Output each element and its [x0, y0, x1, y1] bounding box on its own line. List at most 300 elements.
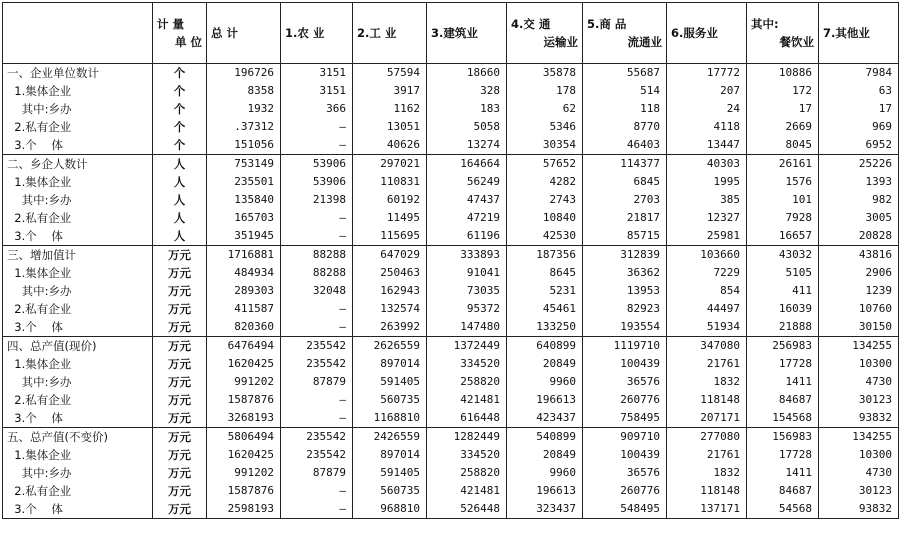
- table-cell: 156983: [747, 428, 819, 447]
- column-header-1: [153, 3, 207, 64]
- table-cell: 183: [427, 100, 507, 118]
- table-cell: 2703: [583, 191, 667, 209]
- table-cell: 51934: [667, 318, 747, 337]
- table-cell: 47219: [427, 209, 507, 227]
- table-body: [3, 64, 899, 519]
- table-row: [3, 446, 899, 464]
- row-label: 其中:乡办: [3, 191, 153, 209]
- table-row: [3, 155, 899, 174]
- column-header-line2: 运输业: [543, 35, 578, 49]
- table-cell: 235501: [207, 173, 281, 191]
- column-header-line2: 餐饮业: [779, 35, 814, 49]
- table-cell: 8045: [747, 136, 819, 155]
- table-row: [3, 464, 899, 482]
- table-cell: 95372: [427, 300, 507, 318]
- table-cell: 235542: [281, 355, 353, 373]
- table-cell: 30150: [819, 318, 899, 337]
- row-unit: 人: [153, 227, 207, 246]
- table-cell: 3005: [819, 209, 899, 227]
- table-cell: 411587: [207, 300, 281, 318]
- table-cell: 63: [819, 82, 899, 100]
- table-cell: 820360: [207, 318, 281, 337]
- table-row: [3, 355, 899, 373]
- table-cell: 87879: [281, 464, 353, 482]
- table-cell: 1119710: [583, 337, 667, 356]
- row-label: 二、乡企人数计: [3, 155, 153, 174]
- table-cell: 61196: [427, 227, 507, 246]
- table-cell: 118148: [667, 391, 747, 409]
- table-row: [3, 209, 899, 227]
- table-cell: 45461: [507, 300, 583, 318]
- row-label: 其中:乡办: [3, 373, 153, 391]
- table-cell: 258820: [427, 373, 507, 391]
- table-cell: 1620425: [207, 355, 281, 373]
- row-unit: 万元: [153, 482, 207, 500]
- table-cell: 25981: [667, 227, 747, 246]
- row-label: 1.集体企业: [3, 173, 153, 191]
- table-cell: 640899: [507, 337, 583, 356]
- table-cell: 36576: [583, 464, 667, 482]
- column-header-0: [3, 3, 153, 64]
- table-cell: 62: [507, 100, 583, 118]
- row-unit: 个: [153, 118, 207, 136]
- table-cell: 57594: [353, 64, 427, 83]
- table-cell: 13051: [353, 118, 427, 136]
- column-header-line1: 1.农 业: [285, 26, 325, 40]
- table-cell: 54568: [747, 500, 819, 519]
- row-label: 其中:乡办: [3, 100, 153, 118]
- table-cell: 10300: [819, 355, 899, 373]
- table-cell: 21888: [747, 318, 819, 337]
- table-cell: 93832: [819, 500, 899, 519]
- table-cell: 56249: [427, 173, 507, 191]
- table-cell: 334520: [427, 355, 507, 373]
- table-cell: 13447: [667, 136, 747, 155]
- table-cell: 1576: [747, 173, 819, 191]
- table-cell: 421481: [427, 482, 507, 500]
- table-cell: 103660: [667, 246, 747, 265]
- table-cell: 4118: [667, 118, 747, 136]
- table-cell: 172: [747, 82, 819, 100]
- table-cell: 411: [747, 282, 819, 300]
- table-cell: 6476494: [207, 337, 281, 356]
- row-unit: 万元: [153, 300, 207, 318]
- table-cell: —: [281, 482, 353, 500]
- table-cell: 423437: [507, 409, 583, 428]
- table-cell: 560735: [353, 391, 427, 409]
- table-cell: 43816: [819, 246, 899, 265]
- row-label: 1.集体企业: [3, 264, 153, 282]
- table-cell: 118148: [667, 482, 747, 500]
- table-row: [3, 100, 899, 118]
- table-row: [3, 373, 899, 391]
- table-cell: 18660: [427, 64, 507, 83]
- table-cell: 88288: [281, 246, 353, 265]
- column-header-line1: 总 计: [211, 26, 239, 40]
- column-header-10: [819, 3, 899, 64]
- table-cell: 35878: [507, 64, 583, 83]
- table-cell: 12327: [667, 209, 747, 227]
- table-row: [3, 282, 899, 300]
- table-cell: 854: [667, 282, 747, 300]
- table-cell: 235542: [281, 337, 353, 356]
- table-cell: 250463: [353, 264, 427, 282]
- row-unit: 万元: [153, 246, 207, 265]
- table-cell: 187356: [507, 246, 583, 265]
- row-label: 其中:乡办: [3, 282, 153, 300]
- table-cell: 137171: [667, 500, 747, 519]
- column-header-2: [207, 3, 281, 64]
- column-header-5: [427, 3, 507, 64]
- table-cell: 26161: [747, 155, 819, 174]
- table-cell: 297021: [353, 155, 427, 174]
- row-unit: 万元: [153, 446, 207, 464]
- table-cell: 909710: [583, 428, 667, 447]
- table-cell: 17728: [747, 446, 819, 464]
- table-cell: 421481: [427, 391, 507, 409]
- table-cell: 147480: [427, 318, 507, 337]
- table-cell: 1995: [667, 173, 747, 191]
- table-cell: —: [281, 318, 353, 337]
- table-row: [3, 173, 899, 191]
- table-cell: 334520: [427, 446, 507, 464]
- row-unit: 万元: [153, 373, 207, 391]
- column-header-7: [583, 3, 667, 64]
- table-cell: 10760: [819, 300, 899, 318]
- table-cell: 40626: [353, 136, 427, 155]
- table-row: [3, 300, 899, 318]
- table-cell: 73035: [427, 282, 507, 300]
- column-header-9: [747, 3, 819, 64]
- table-cell: 5806494: [207, 428, 281, 447]
- table-cell: 6845: [583, 173, 667, 191]
- row-unit: 万元: [153, 318, 207, 337]
- table-cell: 2626559: [353, 337, 427, 356]
- table-row: [3, 500, 899, 519]
- row-unit: 万元: [153, 500, 207, 519]
- table-cell: 328: [427, 82, 507, 100]
- table-row: [3, 318, 899, 337]
- table-row: [3, 227, 899, 246]
- table-row: [3, 337, 899, 356]
- table-cell: 526448: [427, 500, 507, 519]
- table-cell: 385: [667, 191, 747, 209]
- table-cell: 484934: [207, 264, 281, 282]
- column-header-line1: 5.商 品: [587, 17, 627, 31]
- column-header-line1: 计 量: [157, 17, 185, 31]
- table-cell: 53906: [281, 173, 353, 191]
- table-cell: 196726: [207, 64, 281, 83]
- table-cell: 20849: [507, 355, 583, 373]
- table-cell: 548495: [583, 500, 667, 519]
- table-cell: —: [281, 391, 353, 409]
- table-cell: 207: [667, 82, 747, 100]
- table-cell: 165703: [207, 209, 281, 227]
- table-cell: 57652: [507, 155, 583, 174]
- table-cell: 235542: [281, 446, 353, 464]
- column-header-line2: 单 位: [174, 35, 202, 49]
- table-cell: 17: [819, 100, 899, 118]
- table-cell: 3151: [281, 64, 353, 83]
- table-cell: 1587876: [207, 391, 281, 409]
- table-cell: 10300: [819, 446, 899, 464]
- row-unit: 万元: [153, 428, 207, 447]
- table-cell: 85715: [583, 227, 667, 246]
- table-cell: 115695: [353, 227, 427, 246]
- column-header-6: [507, 3, 583, 64]
- row-label: 2.私有企业: [3, 209, 153, 227]
- table-cell: 196613: [507, 391, 583, 409]
- table-cell: 5346: [507, 118, 583, 136]
- column-header-4: [353, 3, 427, 64]
- column-header-3: [281, 3, 353, 64]
- table-cell: 591405: [353, 464, 427, 482]
- table-cell: 43032: [747, 246, 819, 265]
- table-cell: 100439: [583, 355, 667, 373]
- row-label: 1.集体企业: [3, 355, 153, 373]
- table-row: [3, 264, 899, 282]
- table-cell: 8770: [583, 118, 667, 136]
- row-label: 3.个 体: [3, 409, 153, 428]
- enterprise-statistics-table: [2, 2, 899, 519]
- table-cell: 21817: [583, 209, 667, 227]
- table-cell: 100439: [583, 446, 667, 464]
- table-cell: 3151: [281, 82, 353, 100]
- table-cell: —: [281, 118, 353, 136]
- table-cell: 1239: [819, 282, 899, 300]
- table-cell: 60192: [353, 191, 427, 209]
- column-header-line1: 6.服务业: [671, 26, 718, 40]
- table-row: [3, 136, 899, 155]
- table-cell: —: [281, 209, 353, 227]
- table-cell: 5105: [747, 264, 819, 282]
- table-cell: 46403: [583, 136, 667, 155]
- table-cell: 312839: [583, 246, 667, 265]
- row-unit: 万元: [153, 264, 207, 282]
- table-cell: 2906: [819, 264, 899, 282]
- column-header-line1: 4.交 通: [511, 17, 551, 31]
- row-label: 2.私有企业: [3, 300, 153, 318]
- table-cell: 207171: [667, 409, 747, 428]
- table-cell: 21398: [281, 191, 353, 209]
- table-cell: 1832: [667, 464, 747, 482]
- column-header-line1: 2.工 业: [357, 26, 397, 40]
- table-cell: 11495: [353, 209, 427, 227]
- column-header-line1: 其中:: [751, 17, 779, 31]
- table-cell: 134255: [819, 428, 899, 447]
- table-cell: 1372449: [427, 337, 507, 356]
- table-cell: 7928: [747, 209, 819, 227]
- row-unit: 人: [153, 155, 207, 174]
- table-cell: 982: [819, 191, 899, 209]
- table-row: [3, 391, 899, 409]
- table-cell: 351945: [207, 227, 281, 246]
- row-label: 四、总产值(现价): [3, 337, 153, 356]
- table-cell: 93832: [819, 409, 899, 428]
- table-cell: 178: [507, 82, 583, 100]
- table-cell: 3917: [353, 82, 427, 100]
- table-cell: 84687: [747, 482, 819, 500]
- table-cell: 25226: [819, 155, 899, 174]
- table-cell: 758495: [583, 409, 667, 428]
- table-cell: 7229: [667, 264, 747, 282]
- row-label: 2.私有企业: [3, 391, 153, 409]
- table-cell: 1282449: [427, 428, 507, 447]
- table-cell: —: [281, 136, 353, 155]
- row-unit: 人: [153, 173, 207, 191]
- table-cell: 47437: [427, 191, 507, 209]
- table-cell: 1932: [207, 100, 281, 118]
- row-unit: 万元: [153, 355, 207, 373]
- table-cell: 44497: [667, 300, 747, 318]
- table-cell: 114377: [583, 155, 667, 174]
- table-cell: 196613: [507, 482, 583, 500]
- table-row: [3, 191, 899, 209]
- table-row: [3, 409, 899, 428]
- table-cell: 40303: [667, 155, 747, 174]
- table-cell: 17772: [667, 64, 747, 83]
- table-cell: 162943: [353, 282, 427, 300]
- table-row: [3, 64, 899, 83]
- row-unit: 万元: [153, 282, 207, 300]
- table-cell: 154568: [747, 409, 819, 428]
- table-cell: 87879: [281, 373, 353, 391]
- table-cell: 897014: [353, 446, 427, 464]
- row-label: 五、总产值(不变价): [3, 428, 153, 447]
- table-cell: —: [281, 227, 353, 246]
- table-cell: 24: [667, 100, 747, 118]
- table-cell: 36576: [583, 373, 667, 391]
- table-cell: 9960: [507, 373, 583, 391]
- row-label: 1.集体企业: [3, 82, 153, 100]
- row-unit: 个: [153, 82, 207, 100]
- table-cell: 88288: [281, 264, 353, 282]
- table-row: [3, 482, 899, 500]
- row-label: 3.个 体: [3, 500, 153, 519]
- row-label: 三、增加值计: [3, 246, 153, 265]
- table-cell: 1168810: [353, 409, 427, 428]
- table-cell: 101: [747, 191, 819, 209]
- table-cell: 193554: [583, 318, 667, 337]
- table-cell: 647029: [353, 246, 427, 265]
- row-label: 其中:乡办: [3, 464, 153, 482]
- table-cell: 30123: [819, 391, 899, 409]
- row-unit: 个: [153, 136, 207, 155]
- table-cell: 2426559: [353, 428, 427, 447]
- table-cell: 1411: [747, 464, 819, 482]
- table-cell: 1162: [353, 100, 427, 118]
- table-cell: 591405: [353, 373, 427, 391]
- table-cell: 9960: [507, 464, 583, 482]
- table-cell: .37312: [207, 118, 281, 136]
- row-label: 1.集体企业: [3, 446, 153, 464]
- table-cell: 2743: [507, 191, 583, 209]
- table-cell: 560735: [353, 482, 427, 500]
- table-cell: 616448: [427, 409, 507, 428]
- table-cell: 20828: [819, 227, 899, 246]
- table-cell: —: [281, 500, 353, 519]
- table-cell: 21761: [667, 446, 747, 464]
- row-label: 2.私有企业: [3, 118, 153, 136]
- table-cell: 2669: [747, 118, 819, 136]
- table-cell: 263992: [353, 318, 427, 337]
- table-cell: 110831: [353, 173, 427, 191]
- table-cell: 1587876: [207, 482, 281, 500]
- table-cell: 347080: [667, 337, 747, 356]
- row-unit: 个: [153, 64, 207, 83]
- table-cell: 991202: [207, 373, 281, 391]
- table-cell: 91041: [427, 264, 507, 282]
- row-unit: 人: [153, 191, 207, 209]
- table-cell: 8645: [507, 264, 583, 282]
- row-label: 2.私有企业: [3, 482, 153, 500]
- table-cell: 260776: [583, 391, 667, 409]
- table-row: [3, 428, 899, 447]
- table-cell: 289303: [207, 282, 281, 300]
- table-row: [3, 118, 899, 136]
- table-cell: 753149: [207, 155, 281, 174]
- row-unit: 人: [153, 209, 207, 227]
- table-cell: 8358: [207, 82, 281, 100]
- header-row: [3, 3, 899, 64]
- table-cell: 4730: [819, 373, 899, 391]
- table-cell: 1716881: [207, 246, 281, 265]
- table-cell: 1832: [667, 373, 747, 391]
- table-row: [3, 246, 899, 265]
- row-label: 一、企业单位数计: [3, 64, 153, 83]
- table-cell: 133250: [507, 318, 583, 337]
- table-cell: 151056: [207, 136, 281, 155]
- column-header-line1: 3.建筑业: [431, 26, 478, 40]
- table-cell: 20849: [507, 446, 583, 464]
- table-cell: 30354: [507, 136, 583, 155]
- table-cell: 4730: [819, 464, 899, 482]
- table-cell: 323437: [507, 500, 583, 519]
- table-cell: 5058: [427, 118, 507, 136]
- table-cell: 164664: [427, 155, 507, 174]
- table-cell: —: [281, 409, 353, 428]
- column-header-line1: 7.其他业: [823, 26, 870, 40]
- table-cell: 256983: [747, 337, 819, 356]
- table-cell: 897014: [353, 355, 427, 373]
- table-cell: 55687: [583, 64, 667, 83]
- table-cell: 5231: [507, 282, 583, 300]
- table-cell: 366: [281, 100, 353, 118]
- table-cell: 135840: [207, 191, 281, 209]
- table-cell: 42530: [507, 227, 583, 246]
- table-cell: 333893: [427, 246, 507, 265]
- table-cell: 17728: [747, 355, 819, 373]
- table-cell: 6952: [819, 136, 899, 155]
- table-cell: 1411: [747, 373, 819, 391]
- table-row: [3, 82, 899, 100]
- table-cell: 134255: [819, 337, 899, 356]
- row-unit: 万元: [153, 391, 207, 409]
- table-cell: 118: [583, 100, 667, 118]
- table-cell: 16657: [747, 227, 819, 246]
- table-cell: 13953: [583, 282, 667, 300]
- table-cell: 84687: [747, 391, 819, 409]
- table-cell: 10886: [747, 64, 819, 83]
- table-cell: 30123: [819, 482, 899, 500]
- table-cell: 7984: [819, 64, 899, 83]
- row-unit: 个: [153, 100, 207, 118]
- row-label: 3.个 体: [3, 318, 153, 337]
- table-cell: 16039: [747, 300, 819, 318]
- row-label: 3.个 体: [3, 136, 153, 155]
- table-cell: 13274: [427, 136, 507, 155]
- table-cell: 21761: [667, 355, 747, 373]
